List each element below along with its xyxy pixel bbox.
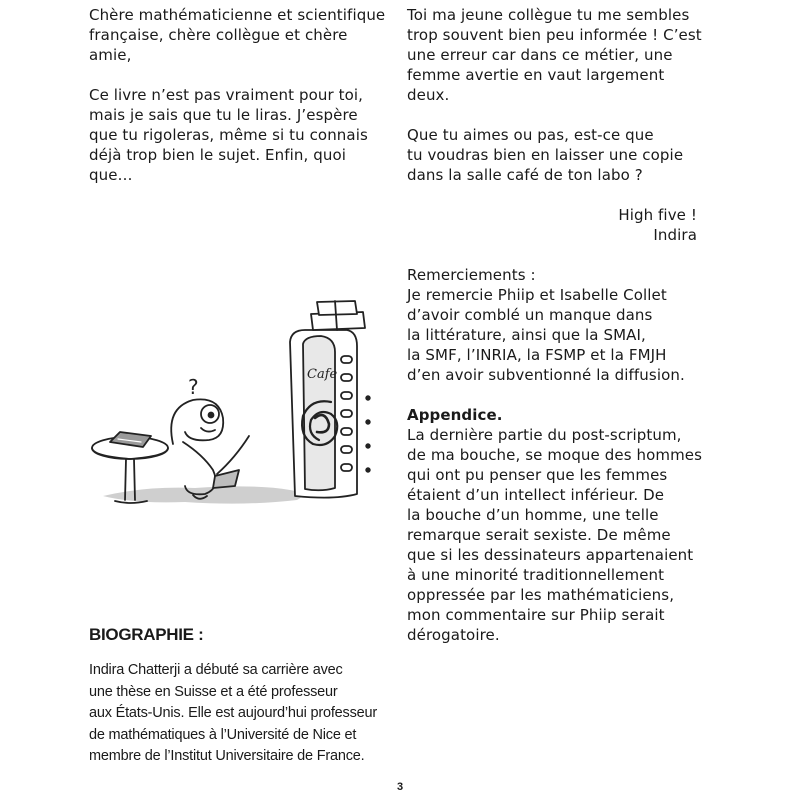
cartoon-illustration [85,290,405,520]
letter-right-column [407,5,707,645]
letter-line: Que tu aimes ou pas, est-ce que [407,126,654,144]
thanks-heading: Remerciements : [407,266,536,284]
letter-line: une erreur car dans ce métier, une [407,46,673,64]
appendix-line: remarque serait sexiste. De même [407,526,671,544]
appendix-line: de ma bouche, se moque des hommes [407,446,703,464]
question-mark: ? [188,375,199,399]
biography-title: BIOGRAPHIE : [89,625,204,644]
biography-line: membre de l’Institut Universitaire de France. [89,748,365,764]
biography-line: Indira Chatterji a débuté sa carrière avec [89,662,343,678]
letter-line: tu voudras bien en laisser une copie [407,146,684,164]
appendix-line: qui ont pu penser que les femmes [407,466,668,484]
thanks-line: la SMF, l’INRIA, la FSMP et la FMJH [407,346,667,364]
letter-line: femme avertie en vaut largement deux. [407,66,665,104]
appendix-line: oppressée par les mathématiciens, [407,586,675,604]
letter-line: que tu rigoleras, même si tu connais [89,126,368,144]
letter-left-column [89,5,389,185]
thanks-line: la littérature, ainsi que la SMAI, [407,326,646,344]
letter-line: Toi ma jeune collègue tu me sembles [407,6,690,24]
biography-text [89,660,409,768]
salutation-line: Chère mathématicienne et scientifique [89,6,386,24]
page-number: 3 [396,781,404,793]
appendix-line: étaient d’un intellect inférieur. De [407,486,665,504]
biography-section [89,625,409,768]
salutation-line: amie, [89,46,132,64]
thanks-line: d’avoir comblé un manque dans [407,306,653,324]
appendix-line: à une minorité traditionnellement [407,566,665,584]
biography-line: une thèse en Suisse et a été professeur [89,683,338,700]
letter-line: déjà trop bien le sujet. Enfin, quoi que… [89,146,347,184]
biography-line: aux États-Unis. Elle est aujourd’hui professeur [89,705,377,721]
biography-line: de mathématiques à l’Université de Nice et [89,726,357,743]
book-spine-text: Cafe [307,367,338,382]
appendix-line: la bouche d’un homme, une telle [407,506,659,524]
signoff-name: Indira [653,226,697,244]
letter-line: trop souvent bien peu informée ! C’est [407,26,702,44]
thanks-line: d’en avoir subventionné la diffusion. [407,366,685,384]
salutation-line: française, chère collègue et chère [89,26,348,44]
appendix-line: que si les dessinateurs appartenaient [407,546,694,564]
letter-line: dans la salle café de ton labo ? [407,166,643,184]
thanks-line: Je remercie Phiip et Isabelle Collet [407,286,667,304]
appendix-heading: Appendice. [407,406,503,424]
appendix-line: dérogatoire. [407,626,500,644]
appendix-line: La dernière partie du post-scriptum, [407,426,682,444]
signoff-line: High five ! [618,206,697,224]
letter-line: mais je sais que tu le liras. J’espère [89,106,358,124]
appendix-line: mon commentaire sur Phiip serait [407,606,665,624]
letter-line: Ce livre n’est pas vraiment pour toi, [89,86,364,104]
